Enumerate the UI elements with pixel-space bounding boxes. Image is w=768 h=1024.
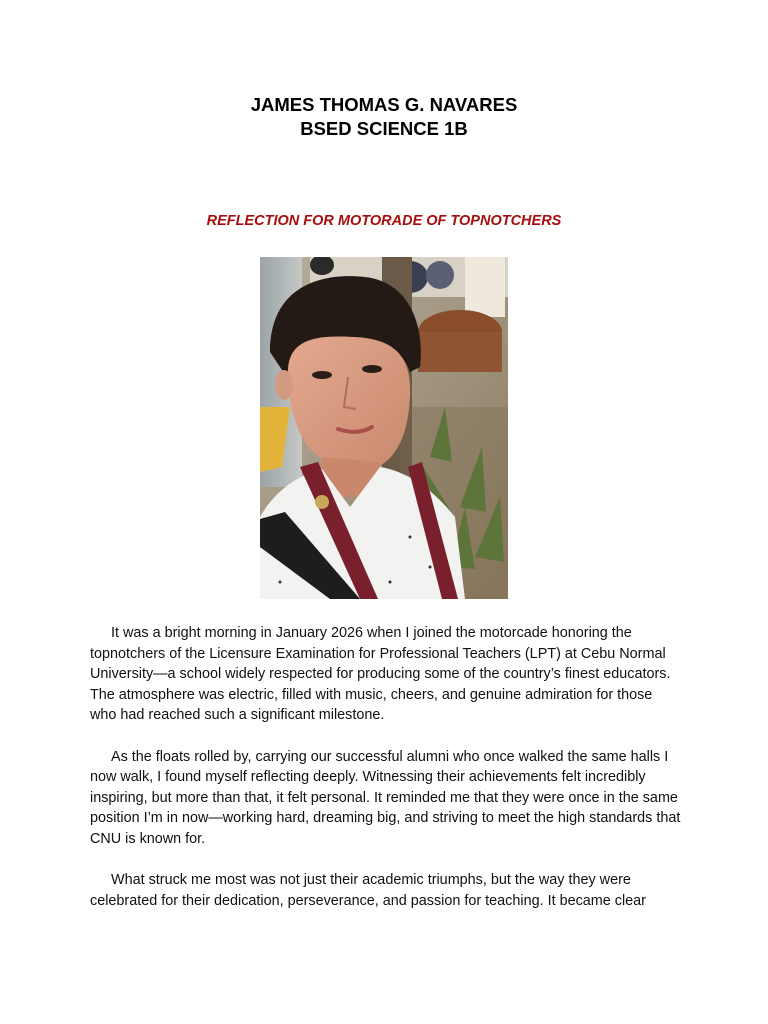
paragraph: It was a bright morning in January 2026 when I joined the motorcade honoring the topnotchers of the Licensure Examination for Professional Teachers (LPT) at Cebu Normal University—a school widely respected for producing some of the country’s finest educators. The atmosphere was electric, filled with music, cheers, and genuine admiration for those who had reached such a significant milestone. (90, 625, 671, 724)
portrait-photo (260, 257, 508, 599)
portrait-photo-icon (260, 257, 508, 599)
author-block (0, 93, 768, 141)
paragraph: What struck me most was not just their academic triumphs, but the way they were celebrated for their dedication, perseverance, and passion for teaching. It became clear (90, 872, 646, 909)
paragraph: As the floats rolled by, carrying our successful alumni who once walked the same halls I now walk, I found myself reflecting deeply. Witnessing their achievements felt incredibly inspiring, but more than that, it felt personal. It reminded me that they were once in the same position I’m in now—working hard, dreaming big, and striving to meet the high standards that CNU is known for. (90, 748, 681, 847)
author-name: JAMES THOMAS G. NAVARES (250, 94, 518, 115)
author-course: BSED SCIENCE 1B (300, 118, 468, 139)
reflection-body (90, 623, 682, 932)
reflection-title: REFLECTION FOR MOTORADE OF TOPNOTCHERS (206, 213, 562, 229)
